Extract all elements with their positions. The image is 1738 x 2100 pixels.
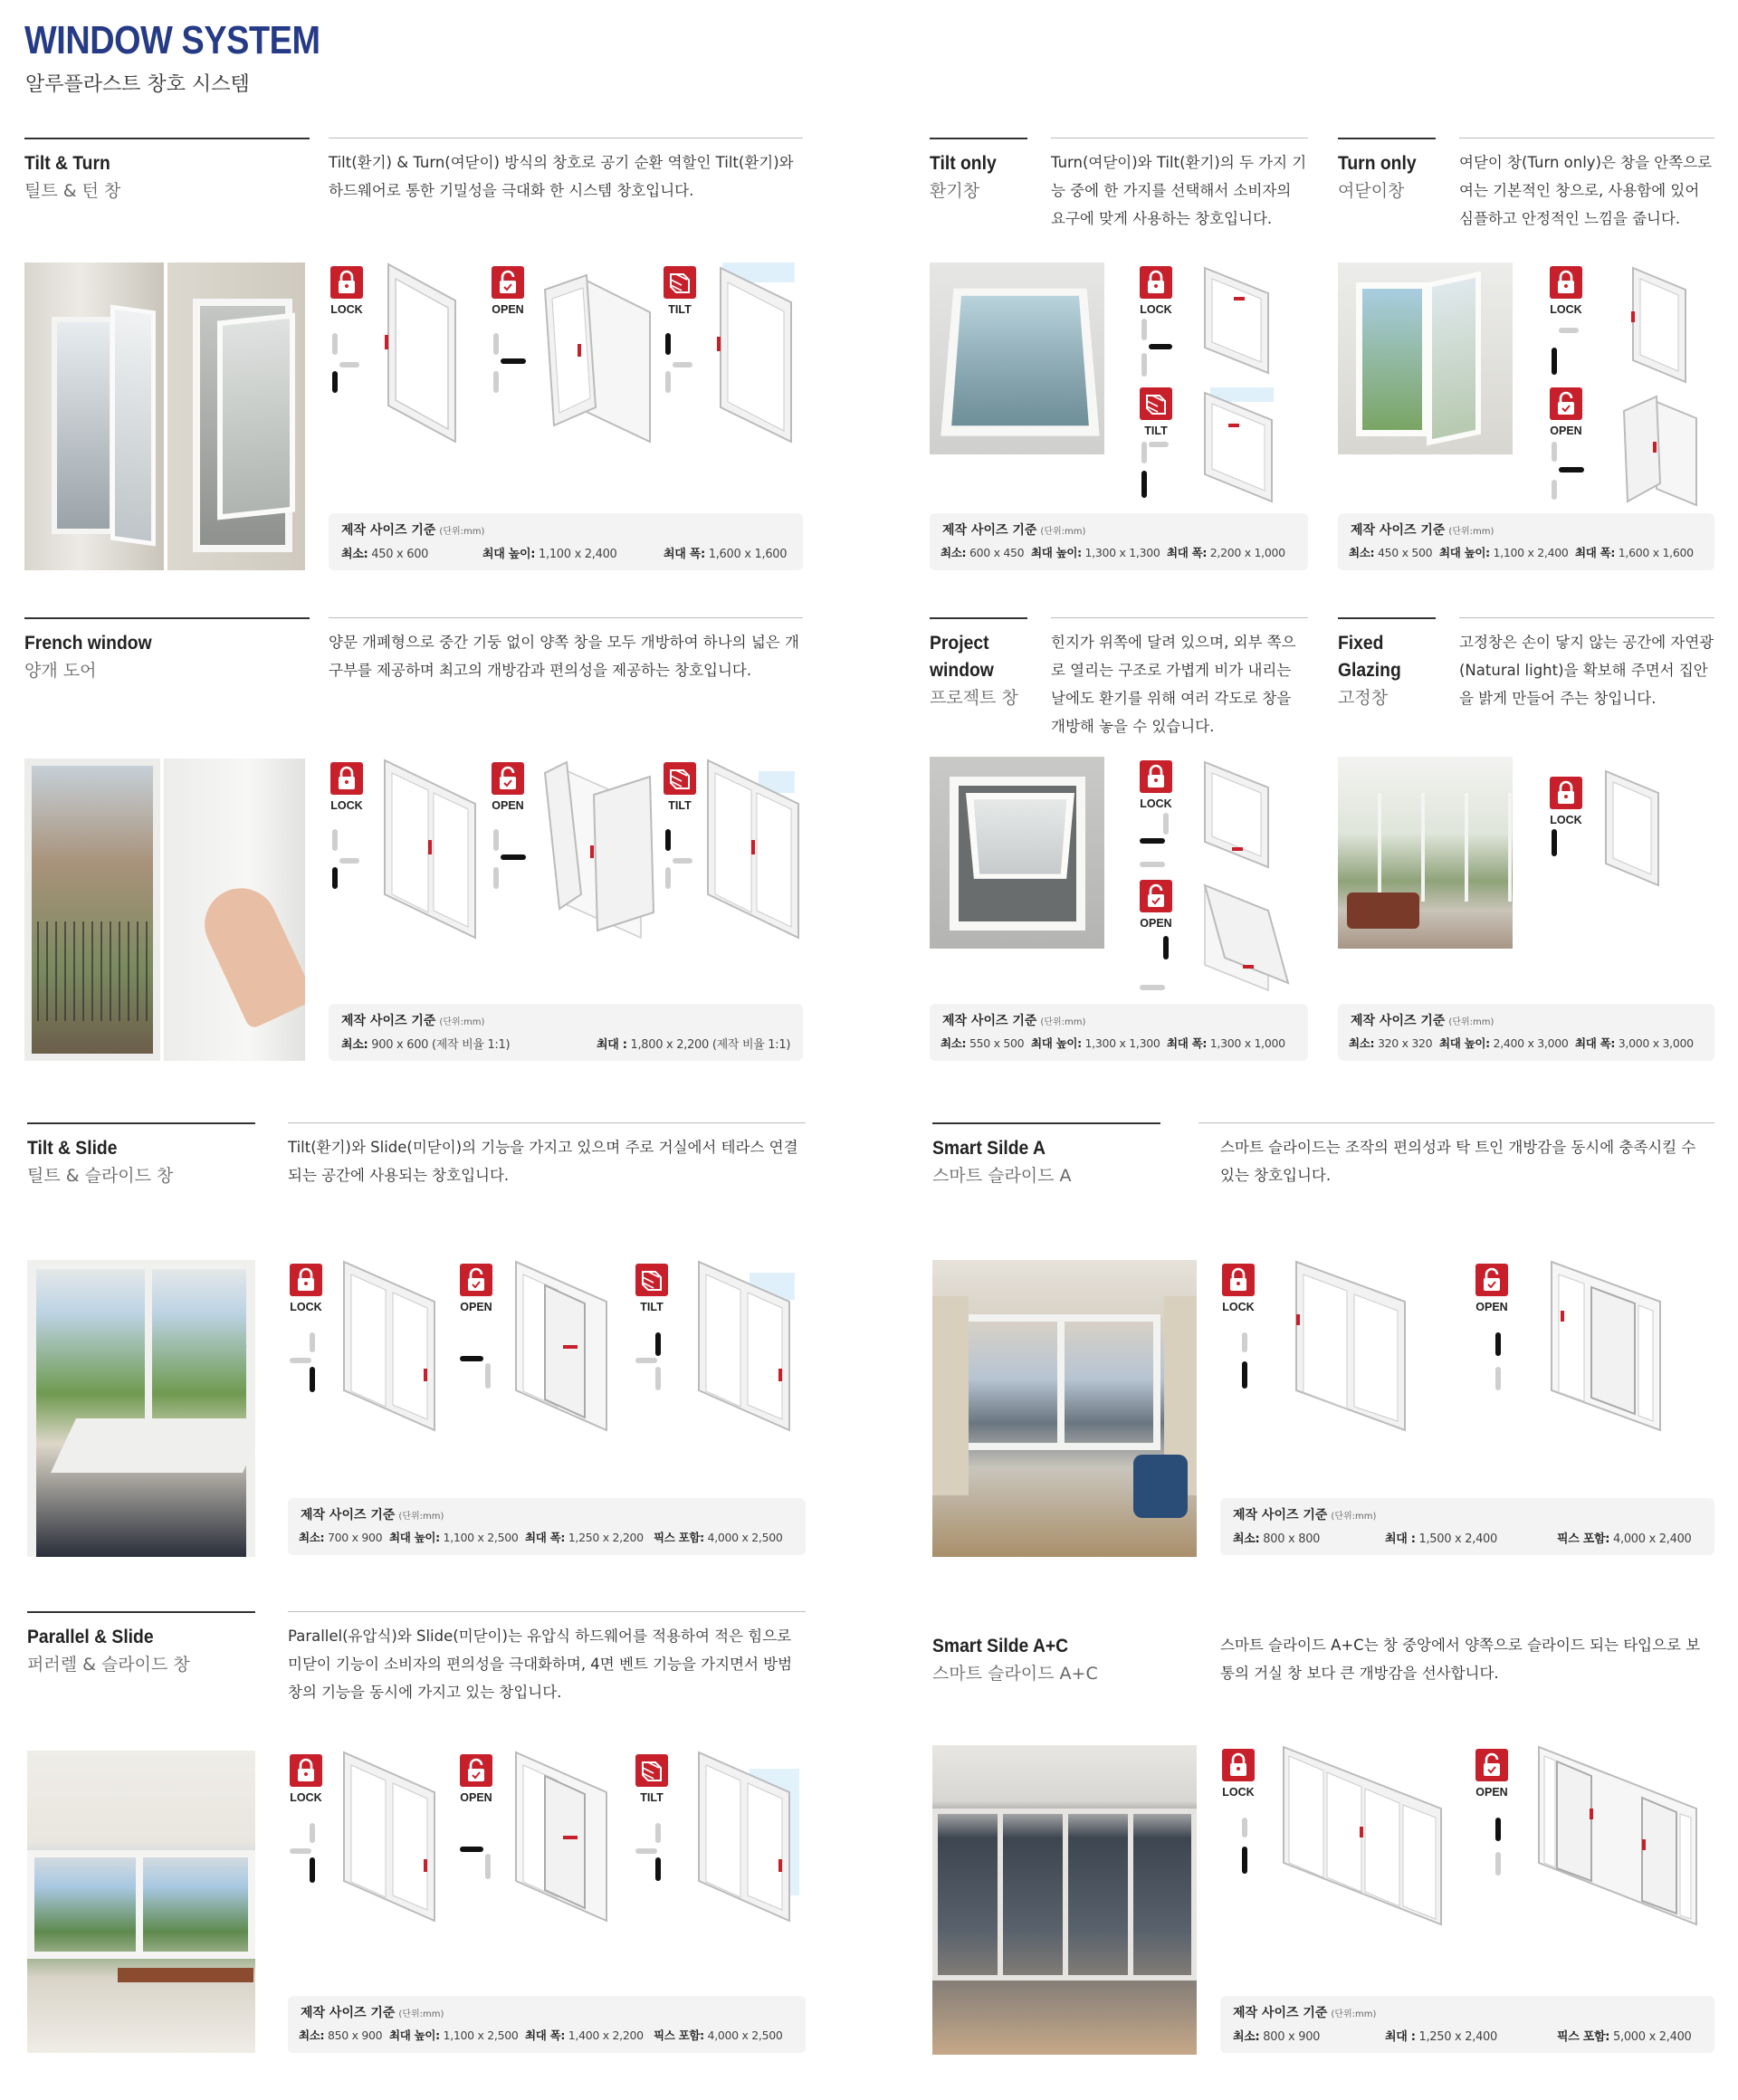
open-label: OPEN (1550, 425, 1582, 437)
window-diagram-open (1548, 1260, 1675, 1432)
photo-tilt-only (930, 262, 1104, 454)
handle-lock-icon (288, 1821, 326, 1885)
spec-value: 최소: 550 x 500 (941, 1036, 1025, 1050)
lock-label: LOCK (330, 799, 363, 812)
handle-tilt-icon (1138, 440, 1176, 503)
tilt-icon (664, 266, 696, 299)
window-diagram-tilt (704, 759, 804, 940)
section-tilt-only (930, 138, 1308, 572)
photo-fixed-glazing (1338, 757, 1513, 949)
handle-open-icon (458, 1331, 496, 1394)
open-label: OPEN (492, 799, 524, 812)
spec-title: 제작 사이즈 기준 (단위:mm) (1351, 523, 1494, 538)
handle-lock-icon (288, 1331, 326, 1394)
lock-label: LOCK (1222, 1301, 1255, 1313)
lock-label: LOCK (1140, 797, 1172, 810)
spec-value: 최소: 900 x 600 (제작 비율 1:1) (341, 1038, 511, 1052)
lock-icon (1222, 1264, 1255, 1296)
open-lock-icon (1475, 1264, 1508, 1296)
section-title-ko: 양개 도어 (24, 661, 97, 681)
lock-badge (290, 1264, 322, 1296)
spec-box (930, 513, 1308, 570)
spec-value: 최소: 800 x 800 (1233, 1532, 1321, 1546)
spec-value: 최소: 320 x 320 (1349, 1036, 1433, 1050)
open-badge (460, 1264, 492, 1296)
open-label: OPEN (492, 303, 524, 316)
spec-value: 최대 높이: 1,100 x 2,500 (389, 1531, 519, 1544)
spec-box (288, 1996, 806, 2053)
section-smart-slide-ac (932, 1620, 1714, 2055)
section-project-window (930, 617, 1308, 1061)
lock-badge (1550, 266, 1582, 299)
window-diagram-open (512, 1751, 621, 1923)
window-diagram-open (541, 262, 659, 444)
window-diagram-fixed (1602, 769, 1666, 887)
section-title-en: Turn only (1338, 153, 1417, 174)
spec-value: 최대 높이: 1,100 x 2,500 (389, 2028, 519, 2042)
window-diagram-tilt (1201, 387, 1283, 505)
handle-lock-icon (1220, 1816, 1258, 1879)
open-badge (492, 266, 524, 299)
handle-open-icon (1138, 934, 1176, 998)
lock-icon (330, 266, 363, 299)
section-title-en: Smart Silde A+C (932, 1636, 1069, 1656)
lock-label: LOCK (1140, 303, 1172, 316)
section-description: Parallel(유압식)와 Slide(미닫이)는 유압식 하드웨어를 적용하여 적은 힘으로 미닫이 기능이 소비자의 편의성을 극대화하며, 4면 벤트 기능을 가지면서 방범창의 기능을 동시에 가지고 있는 창입니다. (288, 1628, 793, 1701)
photo-smart-slide-a (932, 1260, 1197, 1557)
spec-value: 최소: 800 x 900 (1233, 2030, 1321, 2044)
section-description: 여닫이 창(Turn only)은 창을 안쪽으로 여는 기본적인 창으로, 사용함에 있어 심플하고 안정적인 느낌을 줍니다. (1459, 154, 1713, 227)
section-parallel-slide (27, 1611, 806, 2055)
section-description: 스마트 슬라이드는 조작의 편의성과 탁 트인 개방감을 동시에 충족시킬 수 있는 창호입니다. (1220, 1139, 1696, 1184)
lock-label: LOCK (290, 1791, 322, 1804)
open-label: OPEN (460, 1791, 492, 1804)
window-diagram-tilt (695, 1260, 804, 1432)
handle-lock-icon (1548, 317, 1586, 380)
page-title: WINDOW SYSTEM (24, 18, 320, 62)
window-diagram-closed (381, 759, 481, 940)
spec-title: 제작 사이즈 기준 (단위:mm) (942, 1014, 1086, 1028)
open-badge (460, 1754, 492, 1787)
spec-box (329, 1004, 803, 1061)
section-title-en: Parallel & Slide (27, 1627, 154, 1647)
spec-box (1220, 1996, 1714, 2053)
lock-icon (1140, 266, 1172, 299)
open-lock-icon (1140, 880, 1172, 912)
section-fixed-glazing (1338, 617, 1714, 1061)
tilt-label: TILT (668, 303, 692, 316)
section-title-ko: 틸트 & 슬라이드 창 (27, 1166, 174, 1186)
lock-label: LOCK (1222, 1786, 1255, 1799)
section-description: Tilt(환기) & Turn(여닫이) 방식의 창호로 공기 순환 역할인 Tilt(환기)와 하드웨어로 통한 기밀성을 극대화 한 시스템 창호입니다. (329, 154, 794, 199)
lock-label: LOCK (1550, 814, 1582, 826)
window-diagram-closed (1201, 760, 1274, 869)
spec-value: 최소: 700 x 900 (299, 1531, 383, 1544)
tilt-icon (635, 1264, 668, 1296)
window-diagram-closed (1201, 266, 1274, 375)
spec-value: 최대 폭: 3,000 x 3,000 (1575, 1036, 1694, 1050)
spec-value: 최소: 450 x 600 (341, 548, 429, 561)
spec-value: 최대 : 1,250 x 2,400 (1385, 2030, 1497, 2044)
handle-lock-icon (1138, 811, 1176, 874)
handle-open-icon (1548, 440, 1586, 503)
open-lock-icon (460, 1754, 492, 1787)
section-description: 힌지가 위쪽에 달려 있으며, 외부 쪽으로 열리는 구조로 가볍게 비가 내리는 날에도 환기를 위해 여러 각도로 창을 개방해 놓을 수 있습니다. (1051, 634, 1296, 735)
handle-open-icon (490, 331, 528, 395)
lock-badge (1140, 760, 1172, 793)
photo-turn-only (1338, 262, 1513, 454)
handle-tilt-icon (634, 1821, 672, 1885)
handle-open-icon (1474, 1816, 1512, 1879)
spec-value: 최대 높이: 1,100 x 2,400 (1439, 546, 1569, 559)
spec-title: 제작 사이즈 기준 (단위:mm) (942, 523, 1086, 538)
section-title-ko: 스마트 슬라이드 A (932, 1166, 1072, 1186)
spec-title: 제작 사이즈 기준 (단위:mm) (341, 1014, 485, 1028)
tilt-icon (1140, 387, 1172, 420)
tilt-badge (1140, 387, 1172, 420)
open-badge (1475, 1749, 1508, 1781)
spec-value: 최대 폭: 1,600 x 1,600 (1575, 546, 1694, 559)
spec-value: 픽스 포함: 4,000 x 2,500 (654, 1531, 783, 1544)
section-description: Tilt(환기)와 Slide(미닫이)의 기능을 가지고 있으며 주로 거실에서 테라스 연결되는 공간에 사용되는 창호입니다. (288, 1139, 798, 1184)
lock-label: LOCK (290, 1301, 322, 1313)
tilt-label: TILT (668, 799, 692, 812)
open-label: OPEN (460, 1301, 492, 1313)
section-smart-slide-a (932, 1122, 1714, 1557)
lock-icon (290, 1264, 322, 1296)
section-title-en: Smart Silde A (932, 1138, 1046, 1159)
section-title-en: Tilt only (930, 153, 997, 174)
section-tilt-slide (27, 1122, 806, 1557)
section-title-en: French window (24, 633, 152, 654)
section-title-ko: 프로젝트 창 (930, 688, 1018, 708)
photo-french-balcony (24, 759, 160, 1061)
spec-value: 최대 폭: 1,400 x 2,200 (525, 2028, 644, 2042)
window-diagram-open (541, 759, 659, 940)
spec-title: 제작 사이즈 기준 (단위:mm) (1351, 1014, 1494, 1028)
section-title-en: Tilt & Turn (24, 153, 110, 174)
open-label: OPEN (1475, 1786, 1508, 1799)
section-title-ko: 고정창 (1338, 688, 1389, 708)
section-title-ko: 스마트 슬라이드 A+C (932, 1664, 1098, 1684)
open-badge (1550, 387, 1582, 420)
open-lock-icon (492, 762, 524, 795)
tilt-label: TILT (640, 1301, 664, 1313)
open-label: OPEN (1475, 1301, 1508, 1313)
tilt-badge (664, 266, 696, 299)
spec-box (930, 1004, 1308, 1061)
spec-value: 최대 : 1,500 x 2,400 (1385, 1532, 1497, 1546)
spec-value: 픽스 포함: 4,000 x 2,400 (1557, 1532, 1692, 1546)
spec-value: 최대 높이: 1,100 x 2,400 (482, 548, 617, 561)
handle-lock-icon (1548, 827, 1586, 891)
photo-french-hand (164, 759, 305, 1061)
lock-icon (1140, 760, 1172, 793)
spec-box (1220, 1498, 1714, 1555)
spec-value: 최소: 850 x 900 (299, 2028, 383, 2042)
handle-tilt-icon (662, 827, 700, 891)
spec-title: 제작 사이즈 기준 (단위:mm) (301, 1508, 444, 1522)
lock-icon (330, 762, 363, 795)
spec-value: 픽스 포함: 4,000 x 2,500 (654, 2028, 783, 2042)
section-title-ko: 틸트 & 턴 창 (24, 181, 121, 201)
window-diagram-closed (340, 1260, 440, 1432)
handle-lock-icon (329, 827, 367, 891)
tilt-label: TILT (640, 1791, 664, 1804)
handle-tilt-icon (662, 331, 700, 395)
spec-value: 최대 폭: 2,200 x 1,000 (1167, 546, 1285, 559)
spec-box (329, 513, 803, 570)
lock-label: LOCK (330, 303, 363, 316)
window-diagram-closed (1629, 266, 1693, 384)
spec-value: 최대 : 1,800 x 2,200 (제작 비율 1:1) (597, 1038, 791, 1052)
tilt-label: TILT (1144, 425, 1168, 437)
spec-title: 제작 사이즈 기준 (단위:mm) (301, 2006, 444, 2020)
window-diagram-open (1620, 389, 1702, 507)
spec-box (1338, 513, 1714, 570)
handle-lock-icon (1138, 317, 1176, 380)
photo-tilt-turn-detail (167, 262, 305, 570)
section-title-ko: 퍼러렐 & 슬라이드 창 (27, 1655, 190, 1675)
page-subtitle: 알루플라스트 창호 시스템 (25, 73, 250, 96)
spec-value: 최대 높이: 2,400 x 3,000 (1439, 1036, 1569, 1050)
tilt-icon (664, 762, 696, 795)
lock-badge (330, 762, 363, 795)
photo-project-window (930, 757, 1104, 949)
window-diagram-closed (340, 1751, 440, 1923)
lock-badge (330, 266, 363, 299)
handle-tilt-icon (634, 1331, 672, 1394)
spec-value: 최소: 450 x 500 (1349, 546, 1433, 559)
open-badge (1475, 1264, 1508, 1296)
spec-title: 제작 사이즈 기준 (단위:mm) (1233, 1508, 1377, 1522)
handle-lock-icon (329, 331, 367, 395)
lock-badge (1140, 266, 1172, 299)
section-description: 고정창은 손이 닿지 않는 공간에 자연광(Natural light)을 확보해 주면서 집안을 밝게 만들어 주는 창입니다. (1459, 634, 1714, 707)
open-lock-icon (460, 1264, 492, 1296)
tilt-icon (635, 1754, 668, 1787)
window-diagram-closed (381, 262, 463, 444)
open-lock-icon (1550, 387, 1582, 420)
handle-open-icon (490, 827, 528, 891)
section-title-en: Tilt & Slide (27, 1138, 118, 1159)
section-title-ko: 환기창 (930, 181, 980, 201)
open-badge (492, 762, 524, 795)
section-french-window (24, 617, 803, 1061)
tilt-badge (664, 762, 696, 795)
spec-box (288, 1498, 806, 1555)
window-diagram-tilt (695, 1751, 804, 1923)
spec-value: 최대 높이: 1,300 x 1,300 (1031, 546, 1160, 559)
lock-icon (1222, 1749, 1255, 1781)
window-diagram-open (512, 1260, 621, 1432)
open-lock-icon (1475, 1749, 1508, 1781)
lock-label: LOCK (1550, 303, 1582, 316)
section-title-en: Project (930, 633, 989, 654)
section-tilt-turn (24, 138, 803, 572)
photo-tilt-turn-interior (24, 262, 164, 570)
lock-badge (1222, 1264, 1255, 1296)
spec-title: 제작 사이즈 기준 (단위:mm) (341, 523, 485, 538)
window-diagram-open (1201, 883, 1292, 1001)
spec-value: 최대 폭: 1,600 x 1,600 (664, 548, 788, 561)
spec-value: 최소: 600 x 450 (941, 546, 1025, 559)
lock-badge (1550, 777, 1582, 809)
section-turn-only (1338, 138, 1714, 572)
section-title-en: window (930, 660, 994, 681)
handle-lock-icon (1220, 1331, 1258, 1394)
section-description: 스마트 슬라이드 A+C는 창 중앙에서 양쪽으로 슬라이드 되는 타입으로 보통의 거실 창 보다 큰 개방감을 선사합니다. (1220, 1637, 1701, 1682)
spec-value: 최대 높이: 1,300 x 1,300 (1031, 1036, 1160, 1050)
lock-icon (1550, 266, 1582, 299)
window-diagram-closed (1280, 1745, 1447, 1926)
lock-badge (290, 1754, 322, 1787)
handle-open-icon (1474, 1331, 1512, 1394)
section-title-en: Fixed (1338, 633, 1384, 654)
window-diagram-tilt (713, 262, 804, 444)
section-title-ko: 여닫이창 (1338, 181, 1405, 201)
lock-badge (1222, 1749, 1255, 1781)
window-diagram-open (1535, 1745, 1707, 1926)
section-title-en: Glazing (1338, 660, 1401, 681)
photo-parallel-slide (27, 1751, 255, 2053)
open-badge (1140, 880, 1172, 912)
spec-value: 최대 폭: 1,300 x 1,000 (1167, 1036, 1285, 1050)
spec-value: 최대 폭: 1,250 x 2,200 (525, 1531, 644, 1544)
window-diagram-closed (1293, 1260, 1410, 1432)
spec-value: 픽스 포함: 5,000 x 2,400 (1557, 2030, 1692, 2044)
lock-icon (290, 1754, 322, 1787)
photo-tilt-slide-kitchen (27, 1260, 255, 1557)
lock-icon (1550, 777, 1582, 809)
photo-smart-slide-ac (932, 1745, 1197, 2055)
spec-title: 제작 사이즈 기준 (단위:mm) (1233, 2006, 1377, 2020)
tilt-badge (635, 1754, 668, 1787)
open-lock-icon (492, 266, 524, 299)
spec-box (1338, 1004, 1714, 1061)
tilt-badge (635, 1264, 668, 1296)
section-description: Turn(여닫이)와 Tilt(환기)의 두 가지 기능 중에 한 가지를 선택해서 소비자의 요구에 맞게 사용하는 창호입니다. (1051, 154, 1307, 227)
open-label: OPEN (1140, 917, 1172, 930)
section-description: 양문 개폐형으로 중간 기둥 없이 양쪽 창을 모두 개방하여 하나의 넓은 개구부를 제공하며 최고의 개방감과 편의성을 제공하는 창호입니다. (329, 634, 799, 679)
handle-open-icon (458, 1821, 496, 1885)
